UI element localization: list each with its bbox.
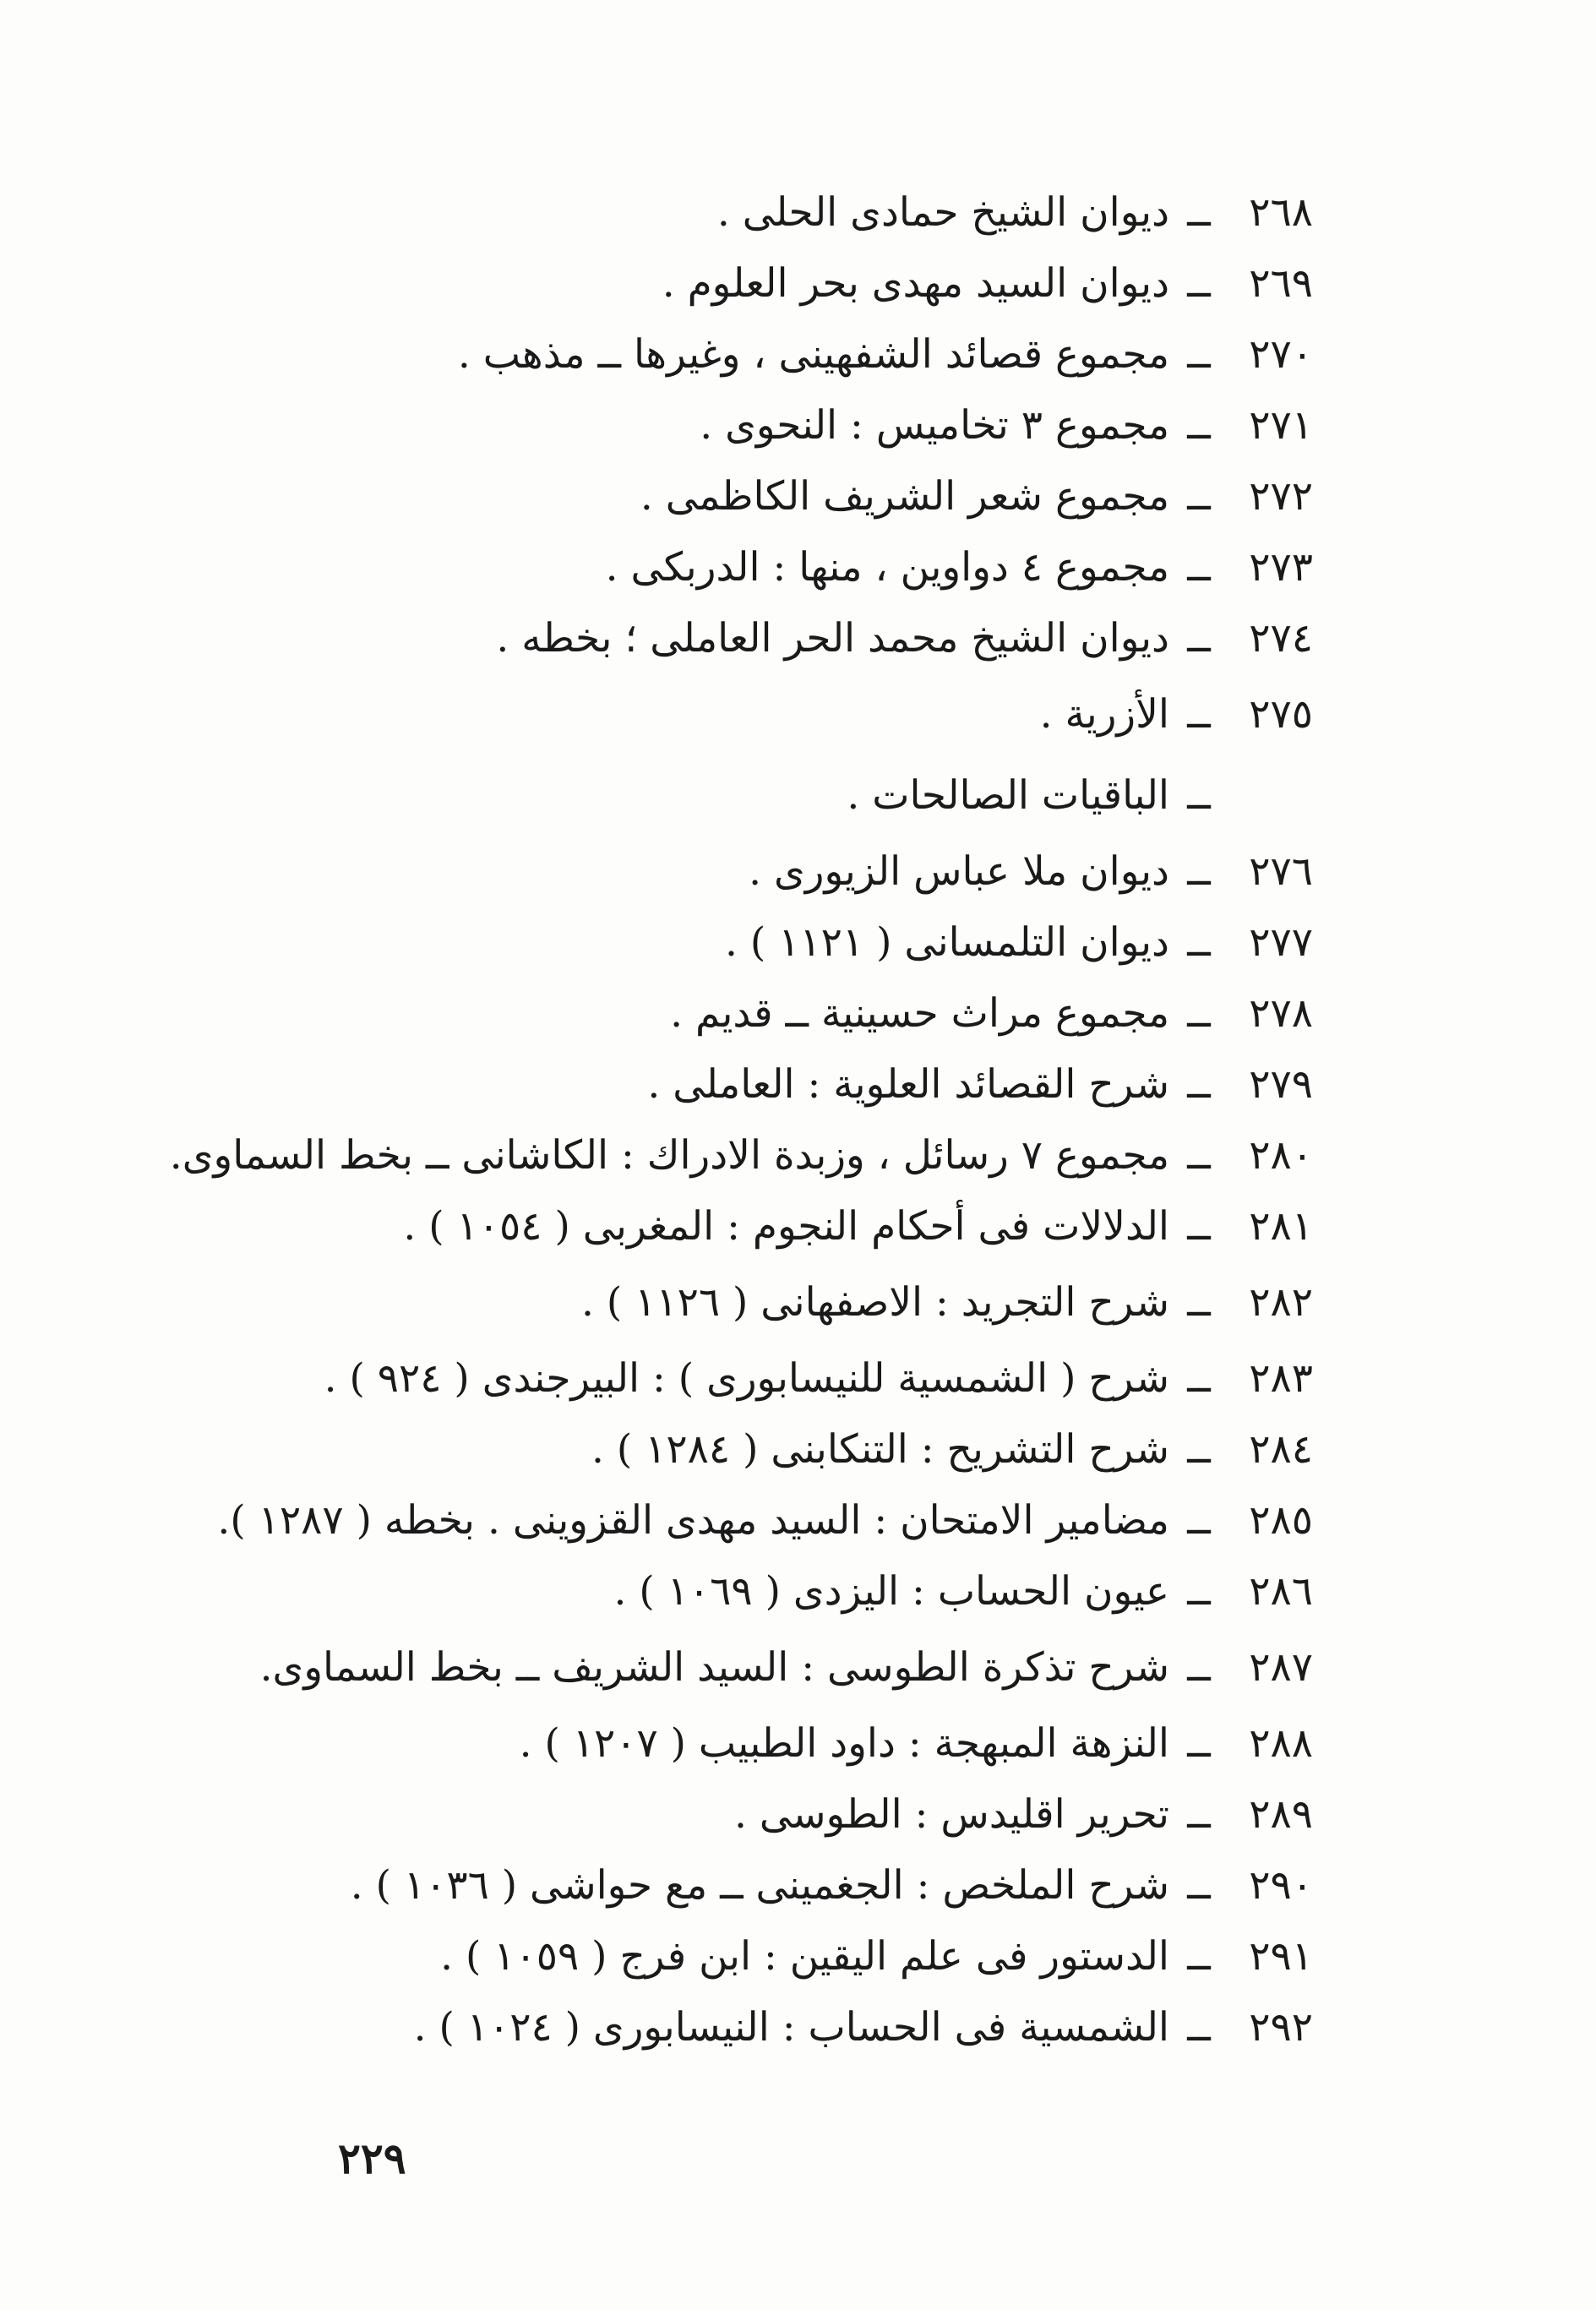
catalog-entry bbox=[198, 674, 1313, 755]
entry-dash: ــ bbox=[1187, 2004, 1211, 2051]
entry-title: مجموع ٣ تخاميس : النحوى . bbox=[700, 402, 1169, 449]
entry-title: ديوان الشيخ حمادى الحلى . bbox=[716, 189, 1169, 236]
entry-dash: ــ bbox=[1187, 1355, 1211, 1402]
catalog-entry bbox=[198, 907, 1313, 978]
entry-dash: ــ bbox=[1187, 1279, 1211, 1326]
entry-number: ٢٨٩ bbox=[1249, 1791, 1313, 1838]
catalog-entry bbox=[198, 603, 1313, 674]
entry-title: مضامير الامتحان : السيد مهدى القزوينى . بخطه ( ١٢٨٧ ). bbox=[217, 1497, 1169, 1544]
entry-number: ٢٧٠ bbox=[1249, 331, 1313, 378]
entry-dash: ــ bbox=[1187, 260, 1211, 307]
entry-number: ٢٧٥ bbox=[1249, 691, 1313, 738]
catalog-entry bbox=[198, 1850, 1313, 1921]
entry-number: ٢٨٢ bbox=[1249, 1279, 1313, 1326]
catalog-entry-list bbox=[169, 177, 1313, 2063]
entry-title: عيون الحساب : اليزدى ( ١٠٦٩ ) . bbox=[613, 1568, 1169, 1615]
entry-number: ٢٨٦ bbox=[1249, 1568, 1313, 1615]
entry-number: ٢٨٣ bbox=[1249, 1355, 1313, 1402]
entry-title: الدستور فى علم اليقين : ابن فرج ( ١٠٥٩ ) . bbox=[440, 1933, 1169, 1980]
entry-number: ٢٧٨ bbox=[1249, 990, 1313, 1037]
catalog-entry bbox=[198, 319, 1313, 390]
catalog-entry-subitem bbox=[198, 755, 1313, 836]
catalog-entry bbox=[198, 1485, 1313, 1556]
catalog-entry bbox=[198, 1414, 1313, 1485]
entry-dash: ــ bbox=[1187, 1862, 1211, 1909]
entry-dash: ــ bbox=[1187, 1933, 1211, 1980]
catalog-entry bbox=[198, 1708, 1313, 1779]
catalog-entry bbox=[198, 978, 1313, 1049]
catalog-entry bbox=[198, 1049, 1313, 1120]
entry-title: ديوان الشيخ محمد الحر العاملى ؛ بخطه . bbox=[496, 615, 1169, 662]
entry-title: الشمسية فى الحساب : النيسابورى ( ١٠٢٤ ) . bbox=[413, 2004, 1169, 2051]
entry-dash: ــ bbox=[1187, 990, 1211, 1037]
catalog-entry bbox=[198, 1556, 1313, 1627]
entry-number: ٢٧٦ bbox=[1249, 848, 1313, 895]
entry-number: ٢٧٧ bbox=[1249, 919, 1313, 966]
entry-dash: ــ bbox=[1187, 1203, 1211, 1250]
entry-dash: ــ bbox=[1187, 772, 1211, 819]
entry-number: ٢٨٥ bbox=[1249, 1497, 1313, 1544]
entry-dash: ــ bbox=[1187, 1720, 1211, 1767]
entry-title: تحرير اقليدس : الطوسى . bbox=[734, 1791, 1169, 1838]
entry-title: النزهة المبهجة : داود الطبيب ( ١٢٠٧ ) . bbox=[519, 1720, 1169, 1767]
catalog-entry bbox=[198, 836, 1313, 907]
entry-dash: ــ bbox=[1187, 615, 1211, 662]
entry-title: شرح الملخص : الجغمينى ــ مع حواشى ( ١٠٣٦ ) . bbox=[350, 1862, 1169, 1909]
entry-dash: ــ bbox=[1187, 848, 1211, 895]
entry-number: ٢٨٧ bbox=[1249, 1644, 1313, 1691]
entry-dash: ــ bbox=[1187, 691, 1211, 738]
entry-title: شرح التشريح : التنكابنى ( ١٢٨٤ ) . bbox=[591, 1426, 1169, 1473]
entry-number: ٢٧١ bbox=[1249, 402, 1313, 449]
entry-dash: ــ bbox=[1187, 1568, 1211, 1615]
entry-number: ٢٨٠ bbox=[1249, 1132, 1313, 1179]
entry-number: ٢٧٤ bbox=[1249, 615, 1313, 662]
entry-dash: ــ bbox=[1187, 1426, 1211, 1473]
catalog-entry bbox=[198, 532, 1313, 603]
entry-number: ٢٦٩ bbox=[1249, 260, 1313, 307]
entry-number: ٢٧٢ bbox=[1249, 473, 1313, 520]
entry-dash: ــ bbox=[1187, 1791, 1211, 1838]
entry-title: مجموع قصائد الشفهينى ، وغيرها ــ مذهب . bbox=[457, 331, 1169, 378]
entry-dash: ــ bbox=[1187, 1061, 1211, 1108]
entry-dash: ــ bbox=[1187, 189, 1211, 236]
page-number: ٢٢٩ bbox=[338, 2133, 406, 2183]
entry-dash: ــ bbox=[1187, 473, 1211, 520]
entry-title: مجموع شعر الشريف الكاظمى . bbox=[640, 473, 1169, 520]
entry-title: شرح تذكرة الطوسى : السيد الشريف ــ بخط السماوى. bbox=[259, 1644, 1169, 1691]
entry-number: ٢٨٨ bbox=[1249, 1720, 1313, 1767]
entry-number: ٢٦٨ bbox=[1249, 189, 1313, 236]
entry-number: ٢٨١ bbox=[1249, 1203, 1313, 1250]
entry-title: مجموع ٧ رسائل ، وزبدة الادراك : الكاشانى ــ بخط السماوى. bbox=[169, 1132, 1169, 1179]
entry-dash: ــ bbox=[1187, 402, 1211, 449]
catalog-entry bbox=[198, 1343, 1313, 1414]
catalog-entry bbox=[198, 1779, 1313, 1850]
entry-dash: ــ bbox=[1187, 1644, 1211, 1691]
entry-title: شرح القصائد العلوية : العاملى . bbox=[647, 1061, 1169, 1108]
entry-dash: ــ bbox=[1187, 919, 1211, 966]
catalog-entry bbox=[198, 1921, 1313, 1992]
entry-title: ديوان السيد مهدى بحر العلوم . bbox=[662, 260, 1169, 307]
catalog-entry bbox=[198, 177, 1313, 248]
entry-number: ٢٩٢ bbox=[1249, 2004, 1313, 2051]
entry-title: الدلالات فى أحكام النجوم : المغربى ( ١٠٥٤ ) . bbox=[403, 1203, 1169, 1250]
entry-dash: ــ bbox=[1187, 544, 1211, 591]
entry-title: الباقيات الصالحات . bbox=[847, 772, 1169, 819]
entry-dash: ــ bbox=[1187, 1132, 1211, 1179]
entry-number: ٢٨٤ bbox=[1249, 1426, 1313, 1473]
catalog-entry bbox=[198, 1627, 1313, 1708]
entry-number: ٢٧٩ bbox=[1249, 1061, 1313, 1108]
entry-title: شرح ( الشمسية للنيسابورى ) : البيرجندى ( ٩٢٤ ) . bbox=[324, 1355, 1169, 1402]
entry-title: ديوان ملا عباس الزيورى . bbox=[749, 848, 1169, 895]
catalog-entry bbox=[198, 390, 1313, 461]
entry-number: ٢٩١ bbox=[1249, 1933, 1313, 1980]
entry-title: مجموع مراث حسينية ــ قديم . bbox=[670, 990, 1169, 1037]
catalog-entry bbox=[169, 1120, 1313, 1191]
catalog-entry bbox=[198, 1191, 1313, 1262]
entry-title: ديوان التلمسانى ( ١١٢١ ) . bbox=[725, 919, 1169, 966]
entry-title: شرح التجريد : الاصفهانى ( ١١٢٦ ) . bbox=[580, 1279, 1169, 1326]
entry-number: ٢٩٠ bbox=[1249, 1862, 1313, 1909]
entry-dash: ــ bbox=[1187, 1497, 1211, 1544]
catalog-entry bbox=[198, 248, 1313, 319]
entry-number: ٢٧٣ bbox=[1249, 544, 1313, 591]
catalog-entry bbox=[198, 461, 1313, 532]
entry-dash: ــ bbox=[1187, 331, 1211, 378]
entry-title: مجموع ٤ دواوين ، منها : الدربكى . bbox=[605, 544, 1169, 591]
catalog-entry bbox=[198, 1992, 1313, 2063]
catalog-entry bbox=[198, 1262, 1313, 1343]
entry-title: الأزرية . bbox=[1039, 691, 1169, 738]
